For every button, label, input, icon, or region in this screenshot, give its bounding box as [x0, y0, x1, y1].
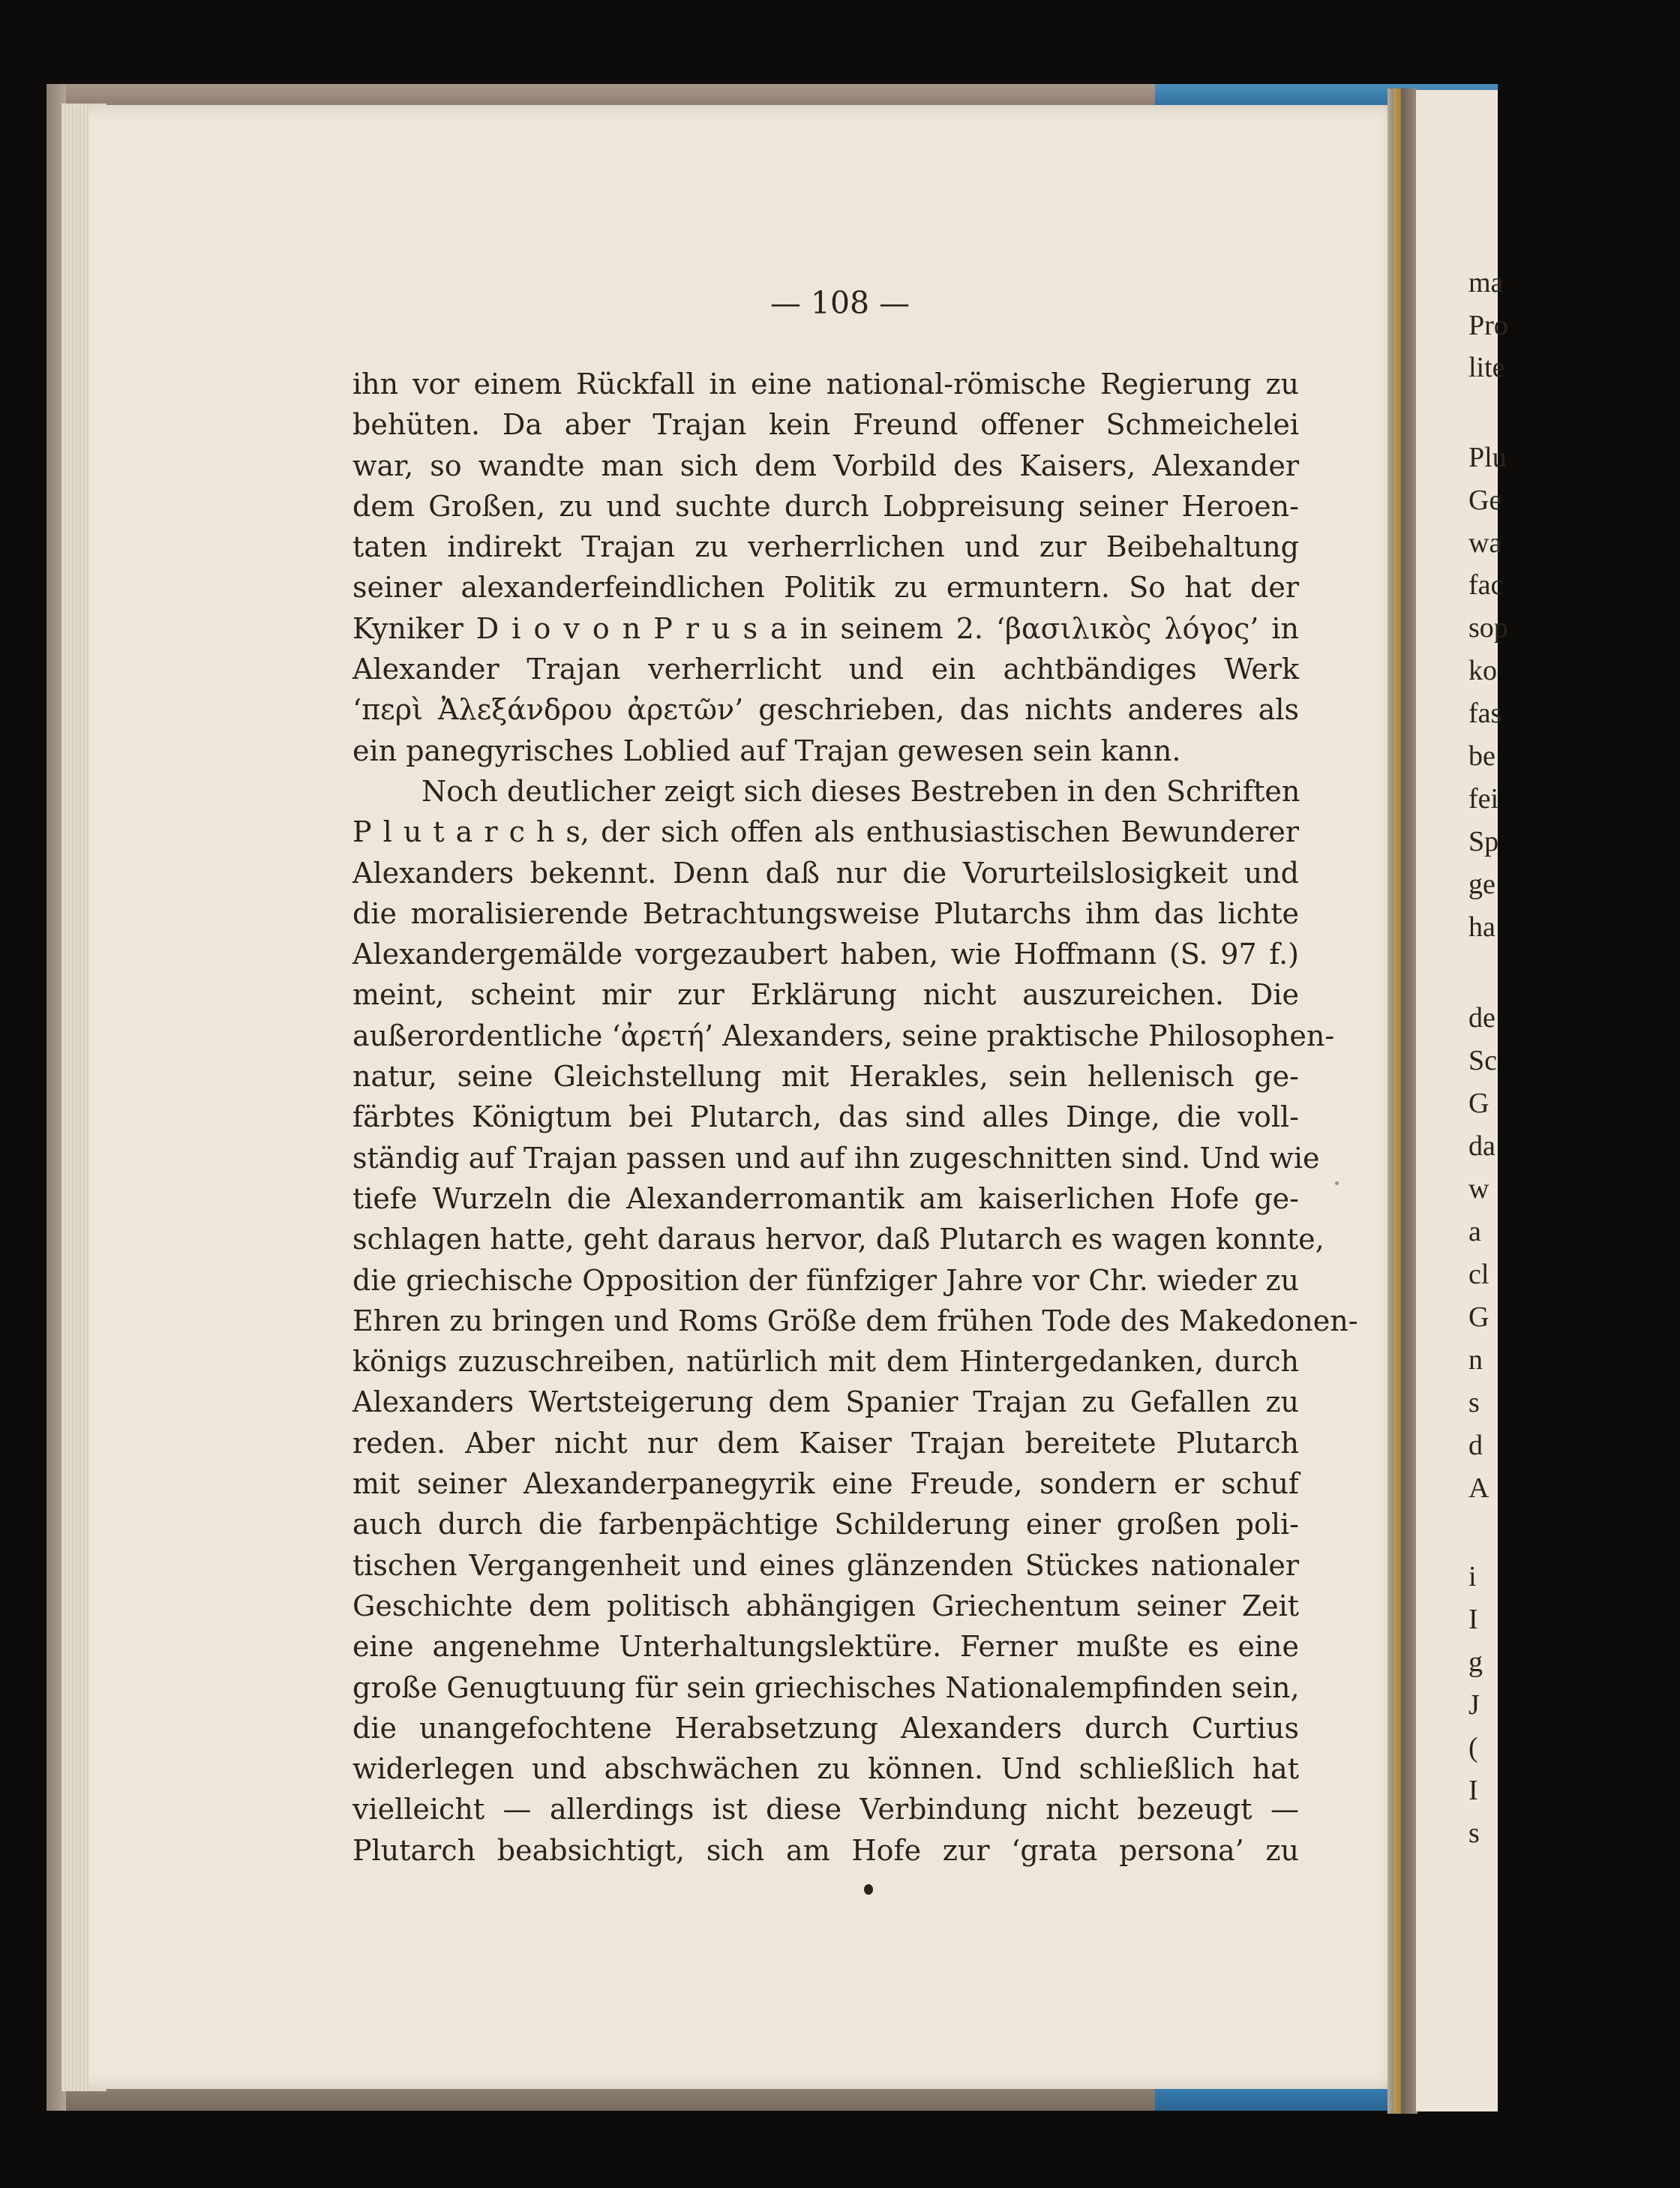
text-line: behüten. Da aber Trajan kein Freund offener Schmeichelei	[352, 408, 1299, 442]
facing-page-text-fragment: fac	[1468, 569, 1504, 601]
facing-page-text-fragment: G	[1468, 1088, 1490, 1119]
gutter-tape	[1394, 89, 1401, 2114]
text-line: außerordentliche ‘ἀρετή’ Alexanders, seine praktische Philosophen-	[352, 1019, 1335, 1052]
facing-page-text-fragment: Plu	[1468, 442, 1507, 473]
text-line: königs zuzuschreiben, natürlich mit dem Hintergedanken, durch	[352, 1345, 1299, 1379]
text-line: ‘περὶ Ἀλεξάνδρου ἀρετῶν’ geschrieben, das nichts anderes als	[352, 693, 1299, 727]
facing-page-text-fragment: I	[1468, 1604, 1478, 1635]
text-line: die moralisierende Betrachtungsweise Plutarchs ihm das lichte	[352, 896, 1299, 930]
facing-page-text-fragment: fei	[1468, 783, 1499, 815]
text-line: meint, scheint mir zur Erklärung nicht auszureichen. Die	[352, 978, 1299, 1012]
book-cover-top-edge	[46, 84, 1336, 107]
text-line: ständig auf Trajan passen und auf ihn zugeschnitten sind. Und wie	[352, 1141, 1320, 1175]
printer-mark	[864, 1884, 873, 1895]
text-line: Plutarch beabsichtigt, sich am Hofe zur ‘grata persona’ zu	[352, 1833, 1299, 1867]
text-line: seiner alexanderfeindlichen Politik zu ermuntern. So hat der	[352, 571, 1299, 605]
text-line: eine angenehme Unterhaltungslektüre. Ferner mußte es eine	[352, 1630, 1299, 1664]
facing-page-text-fragment: G	[1468, 1301, 1490, 1333]
facing-page-text-fragment: Pro	[1468, 310, 1508, 341]
facing-page-text-fragment: sop	[1468, 612, 1508, 644]
facing-page-text-fragment: da	[1468, 1130, 1496, 1162]
facing-page-text-fragment: s	[1468, 1817, 1480, 1849]
page-body-text	[352, 364, 1358, 1871]
text-line: Alexander Trajan verherrlicht und ein achtbändiges Werk	[352, 653, 1299, 686]
text-line: tiefe Wurzeln die Alexanderromantik am kaiserlichen Hofe ge-	[352, 1181, 1299, 1215]
text-line: große Genugtuung für sein griechisches Nationalempfinden sein,	[352, 1670, 1300, 1704]
facing-page-text-fragment: de	[1468, 1002, 1496, 1034]
text-line: Alexanders Wertsteigerung dem Spanier Trajan zu Gefallen zu	[352, 1385, 1299, 1419]
facing-page-text-fragment: ha	[1468, 911, 1496, 943]
facing-page-text-fragment: fas	[1468, 698, 1502, 729]
facing-page-text-fragment: Ge	[1468, 485, 1502, 516]
facing-page-text-fragment: s	[1468, 1387, 1480, 1418]
text-line: war, so wandte man sich dem Vorbild des Kaisers, Alexander	[352, 449, 1299, 482]
text-line: Kyniker D i o v o n P r u s a in seinem 2. ‘βασιλικὸς λόγος’ in	[352, 611, 1299, 645]
book-gutter	[1388, 89, 1418, 2114]
facing-page-text-fragment: Sc	[1468, 1045, 1497, 1076]
facing-page-text-fragment: ko	[1468, 655, 1497, 686]
text-line: Alexandergemälde vorgezaubert haben, wie Hoffmann (S. 97 f.)	[352, 938, 1299, 971]
text-line: dem Großen, zu und suchte durch Lobpreisung seiner Heroen-	[352, 489, 1299, 523]
facing-page-text-fragment: i	[1468, 1561, 1477, 1592]
facing-page-text-fragment: cl	[1468, 1259, 1490, 1290]
text-line: die unangefochtene Herabsetzung Alexanders durch Curtius	[352, 1711, 1299, 1745]
text-line: auch durch die farbenpächtige Schilderung einer großen poli-	[352, 1508, 1299, 1541]
paper-speck	[1335, 1181, 1339, 1185]
page-number: — 108 —	[770, 285, 910, 321]
text-line: Alexanders bekennt. Denn daß nur die Vorurteilslosigkeit und	[352, 856, 1299, 890]
facing-page-text-fragment: a	[1468, 1216, 1481, 1247]
book-cover-bottom-edge	[46, 2085, 1336, 2111]
text-line: mit seiner Alexanderpanegyrik eine Freude, sondern er schuf	[352, 1467, 1299, 1501]
text-line: tischen Vergangenheit und eines glänzenden Stückes nationaler	[352, 1548, 1299, 1582]
facing-page-text-fragment: I	[1468, 1775, 1478, 1806]
text-line: natur, seine Gleichstellung mit Herakles, sein hellenisch ge-	[352, 1060, 1299, 1094]
facing-page-text-fragment: ge	[1468, 869, 1496, 900]
facing-page-text-fragment: Sp	[1468, 826, 1499, 857]
facing-page-text-fragment: ma	[1468, 267, 1504, 299]
facing-page-text-fragment: w	[1468, 1173, 1490, 1205]
text-line: schlagen hatte, geht daraus hervor, daß Plutarch es wagen konnte,	[352, 1223, 1324, 1256]
facing-page-text-fragment: lite	[1468, 352, 1505, 383]
text-line: die griechische Opposition der fünfziger Jahre vor Chr. wieder zu	[352, 1263, 1299, 1297]
text-line: Ehren zu bringen und Roms Größe dem frühen Tode des Makedonen-	[352, 1304, 1358, 1337]
facing-page-fragment	[1416, 90, 1508, 2111]
text-line: Geschichte dem politisch abhängigen Griechentum seiner Zeit	[352, 1589, 1299, 1622]
facing-page-text-fragment: wa	[1468, 527, 1502, 559]
text-line: vielleicht — allerdings ist diese Verbindung nicht bezeugt —	[352, 1793, 1299, 1826]
text-line: taten indirekt Trajan zu verherrlichen und zur Beibehaltung	[352, 530, 1299, 564]
text-line: ein panegyrisches Loblied auf Trajan gewesen sein kann.	[352, 734, 1181, 767]
text-line: Noch deutlicher zeigt sich dieses Bestreben in den Schriften	[422, 774, 1300, 808]
facing-page-text-fragment: J	[1468, 1689, 1480, 1721]
facing-page-text-fragment: (	[1468, 1732, 1478, 1763]
text-line: widerlegen und abschwächen zu können. Und schließlich hat	[352, 1752, 1299, 1786]
text-line: färbtes Königtum bei Plutarch, das sind alles Dinge, die voll-	[352, 1100, 1299, 1134]
facing-page-text-fragment: n	[1468, 1344, 1483, 1376]
text-line: ihn vor einem Rückfall in eine national-römische Regierung zu	[352, 368, 1299, 401]
text-line: P l u t a r c h s, der sich offen als enthusiastischen Bewunderer	[352, 815, 1299, 849]
facing-page-text-fragment: be	[1468, 740, 1496, 772]
facing-page-text-fragment: d	[1468, 1430, 1483, 1461]
facing-page-text-fragment: g	[1468, 1646, 1483, 1678]
text-line: reden. Aber nicht nur dem Kaiser Trajan bereitete Plutarch	[352, 1426, 1299, 1460]
facing-page-text-fragment: A	[1468, 1472, 1490, 1504]
